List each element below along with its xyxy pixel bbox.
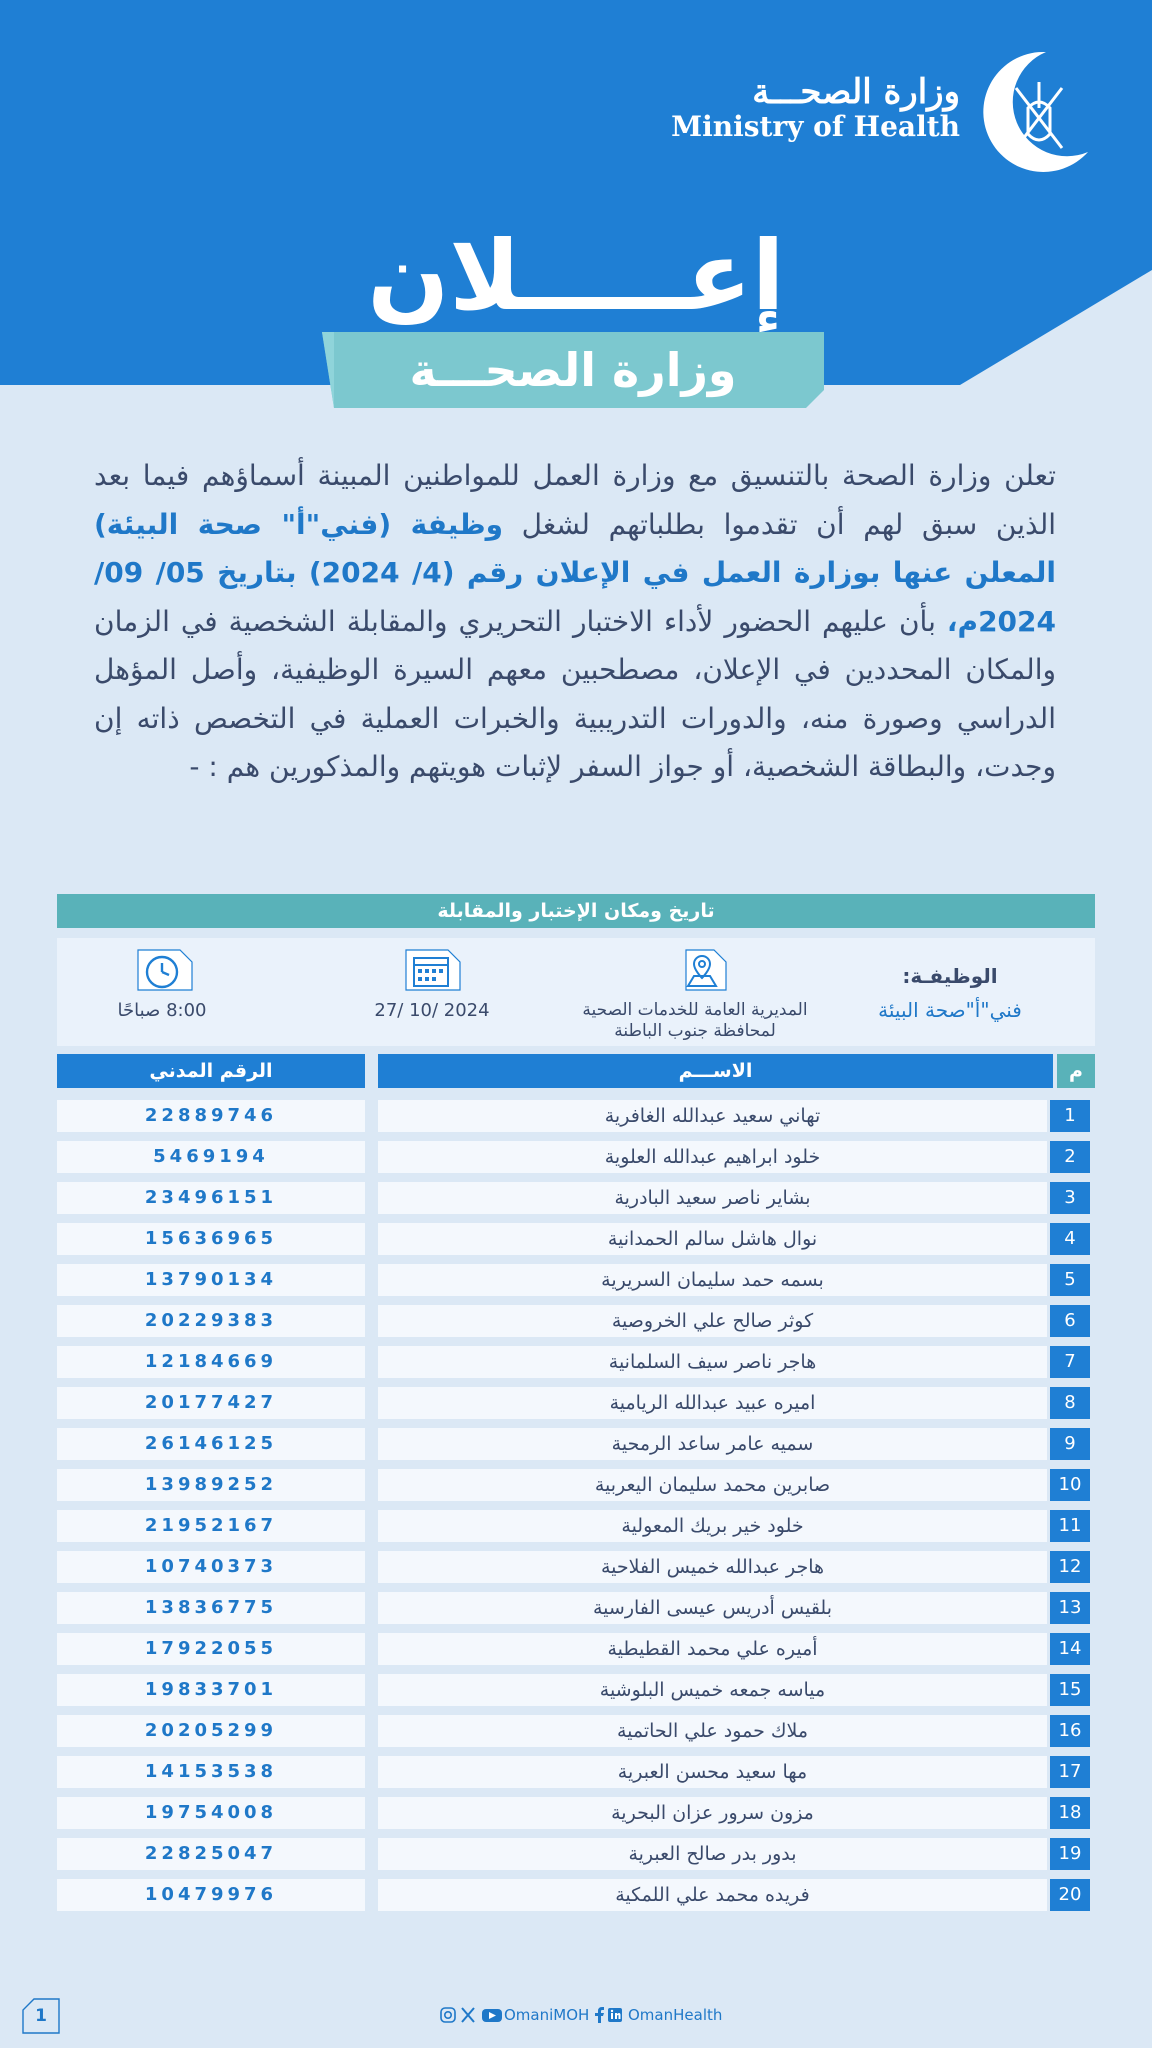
social-icons-right — [590, 2006, 624, 2024]
row-civil-id: 20229383 — [57, 1305, 365, 1337]
row-number: 6 — [1050, 1305, 1090, 1337]
x-icon — [462, 2008, 474, 2022]
row-number: 14 — [1050, 1633, 1090, 1665]
row-name: أميره علي محمد القطيطية — [378, 1633, 1047, 1665]
row-number: 13 — [1050, 1592, 1090, 1624]
row-civil-id: 22825047 — [57, 1838, 365, 1870]
row-number: 5 — [1050, 1264, 1090, 1296]
location-icon — [668, 948, 728, 992]
body-rest: بأن عليهم الحضور لأداء الاختبار التحريري والمقابلة الشخصية في الزمان والمكان المحددين في الإعلان، مصطحبين معهم السيرة الوظيفية، وأصل المؤهل الدراسي وصورة منه، والدورات التدريبية والخبرات العملية في التخصص ذاته إن وجدت، والبطاقة الشخصية، أو جواز السفر لإثبات هويتهم والمذكورين هم : - — [94, 604, 1056, 783]
facebook-icon — [595, 2007, 604, 2023]
row-civil-id: 17922055 — [57, 1633, 365, 1665]
row-number: 16 — [1050, 1715, 1090, 1747]
row-name: هاجر ناصر سيف السلمانية — [378, 1346, 1047, 1378]
youtube-icon — [482, 2009, 502, 2022]
social-icons-left — [440, 2006, 508, 2024]
row-number: 1 — [1050, 1100, 1090, 1132]
handle-omanhealth[interactable]: OmanHealth — [628, 2006, 723, 2024]
row-civil-id: 20177427 — [57, 1387, 365, 1419]
job-label: الوظيفـة: — [902, 964, 998, 988]
row-name: تهاني سعيد عبدالله الغافرية — [378, 1100, 1047, 1132]
calendar-icon — [402, 948, 462, 992]
location-line-2: لمحافظة جنوب الباطنة — [614, 1021, 776, 1041]
row-civil-id: 14153538 — [57, 1756, 365, 1788]
schedule-header: تاريخ ومكان الإختبار والمقابلة — [57, 894, 1095, 928]
column-header-civil-id: الرقم المدني — [57, 1054, 365, 1088]
row-civil-id: 5469194 — [57, 1141, 365, 1173]
row-number: 12 — [1050, 1551, 1090, 1583]
row-name: هاجر عبدالله خميس الفلاحية — [378, 1551, 1047, 1583]
job-value: فني"أ"صحة البيئة — [878, 998, 1022, 1022]
page-number-badge — [22, 1998, 60, 2034]
clock-icon — [134, 948, 194, 992]
row-name: مزون سرور عزان البحرية — [378, 1797, 1047, 1829]
row-civil-id: 10740373 — [57, 1551, 365, 1583]
row-civil-id: 22889746 — [57, 1100, 365, 1132]
row-civil-id: 15636965 — [57, 1223, 365, 1255]
row-name: فريده محمد علي اللمكية — [378, 1879, 1047, 1911]
row-number: 3 — [1050, 1182, 1090, 1214]
row-number: 19 — [1050, 1838, 1090, 1870]
row-civil-id: 13790134 — [57, 1264, 365, 1296]
handle-omanimoh[interactable]: OmaniMOH — [504, 2006, 590, 2024]
page-number: 1 — [35, 2006, 47, 2026]
exam-date: 27/ 10/ 2024 — [374, 1000, 490, 1021]
row-name: صابرين محمد سليمان اليعربية — [378, 1469, 1047, 1501]
body-intro: تعلن وزارة الصحة بالتنسيق مع وزارة العمل للمواطنين المبينة أسماؤهم فيما بعد الذين سبق لهم أن تقدموا بطلباتهم لشغل — [94, 459, 1057, 541]
column-header-name: الاســـم — [378, 1054, 1053, 1088]
row-civil-id: 19833701 — [57, 1674, 365, 1706]
row-number: 8 — [1050, 1387, 1090, 1419]
row-civil-id: 20205299 — [57, 1715, 365, 1747]
row-civil-id: 19754008 — [57, 1797, 365, 1829]
logo-arabic-text: وزارة الصحـــة — [752, 72, 960, 112]
row-name: خلود خير بريك المعولية — [378, 1510, 1047, 1542]
row-number: 10 — [1050, 1469, 1090, 1501]
announcement-title: إعـــــلان — [367, 220, 785, 332]
row-number: 15 — [1050, 1674, 1090, 1706]
row-number: 9 — [1050, 1428, 1090, 1460]
ministry-emblem-icon — [976, 48, 1096, 178]
row-civil-id: 26146125 — [57, 1428, 365, 1460]
logo-english-text: Ministry of Health — [671, 110, 960, 143]
location-line-1: المديرية العامة للخدمات الصحية — [582, 1000, 808, 1020]
ministry-ribbon — [322, 332, 824, 408]
row-number: 2 — [1050, 1141, 1090, 1173]
row-civil-id: 12184669 — [57, 1346, 365, 1378]
row-name: ملاك حمود علي الحاتمية — [378, 1715, 1047, 1747]
row-number: 17 — [1050, 1756, 1090, 1788]
row-number: 7 — [1050, 1346, 1090, 1378]
announcement-body — [94, 452, 1056, 792]
instagram-icon — [441, 2008, 455, 2022]
column-header-number: م — [1057, 1054, 1095, 1088]
row-name: مها سعيد محسن العبرية — [378, 1756, 1047, 1788]
row-name: خلود ابراهيم عبدالله العلوية — [378, 1141, 1047, 1173]
exam-time: 8:00 صباحًا — [117, 1000, 207, 1021]
row-civil-id: 21952167 — [57, 1510, 365, 1542]
row-civil-id: 23496151 — [57, 1182, 365, 1214]
location-text — [555, 1000, 835, 1042]
row-civil-id: 13989252 — [57, 1469, 365, 1501]
row-number: 11 — [1050, 1510, 1090, 1542]
row-number: 4 — [1050, 1223, 1090, 1255]
row-civil-id: 13836775 — [57, 1592, 365, 1624]
row-number: 18 — [1050, 1797, 1090, 1829]
row-name: بلقيس أدريس عيسى الفارسية — [378, 1592, 1047, 1624]
row-name: بدور بدر صالح العبرية — [378, 1838, 1047, 1870]
row-name: نوال هاشل سالم الحمدانية — [378, 1223, 1047, 1255]
row-number: 20 — [1050, 1879, 1090, 1911]
body-highlight: وظيفة (فني"أ" صحة البيئة) المعلن عنها بوزارة العمل في الإعلان رقم (4/ 2024) بتاريخ 05/ 09/ 2024م، — [94, 507, 1056, 638]
linkedin-icon — [608, 2008, 622, 2022]
row-civil-id: 10479976 — [57, 1879, 365, 1911]
row-name: بسمه حمد سليمان السريرية — [378, 1264, 1047, 1296]
row-name: بشاير ناصر سعيد البادرية — [378, 1182, 1047, 1214]
row-name: كوثر صالح علي الخروصية — [378, 1305, 1047, 1337]
ministry-name: وزارة الصحـــة — [409, 343, 737, 397]
row-name: اميره عبيد عبدالله الريامية — [378, 1387, 1047, 1419]
row-name: مياسه جمعه خميس البلوشية — [378, 1674, 1047, 1706]
row-name: سميه عامر ساعد الرمحية — [378, 1428, 1047, 1460]
